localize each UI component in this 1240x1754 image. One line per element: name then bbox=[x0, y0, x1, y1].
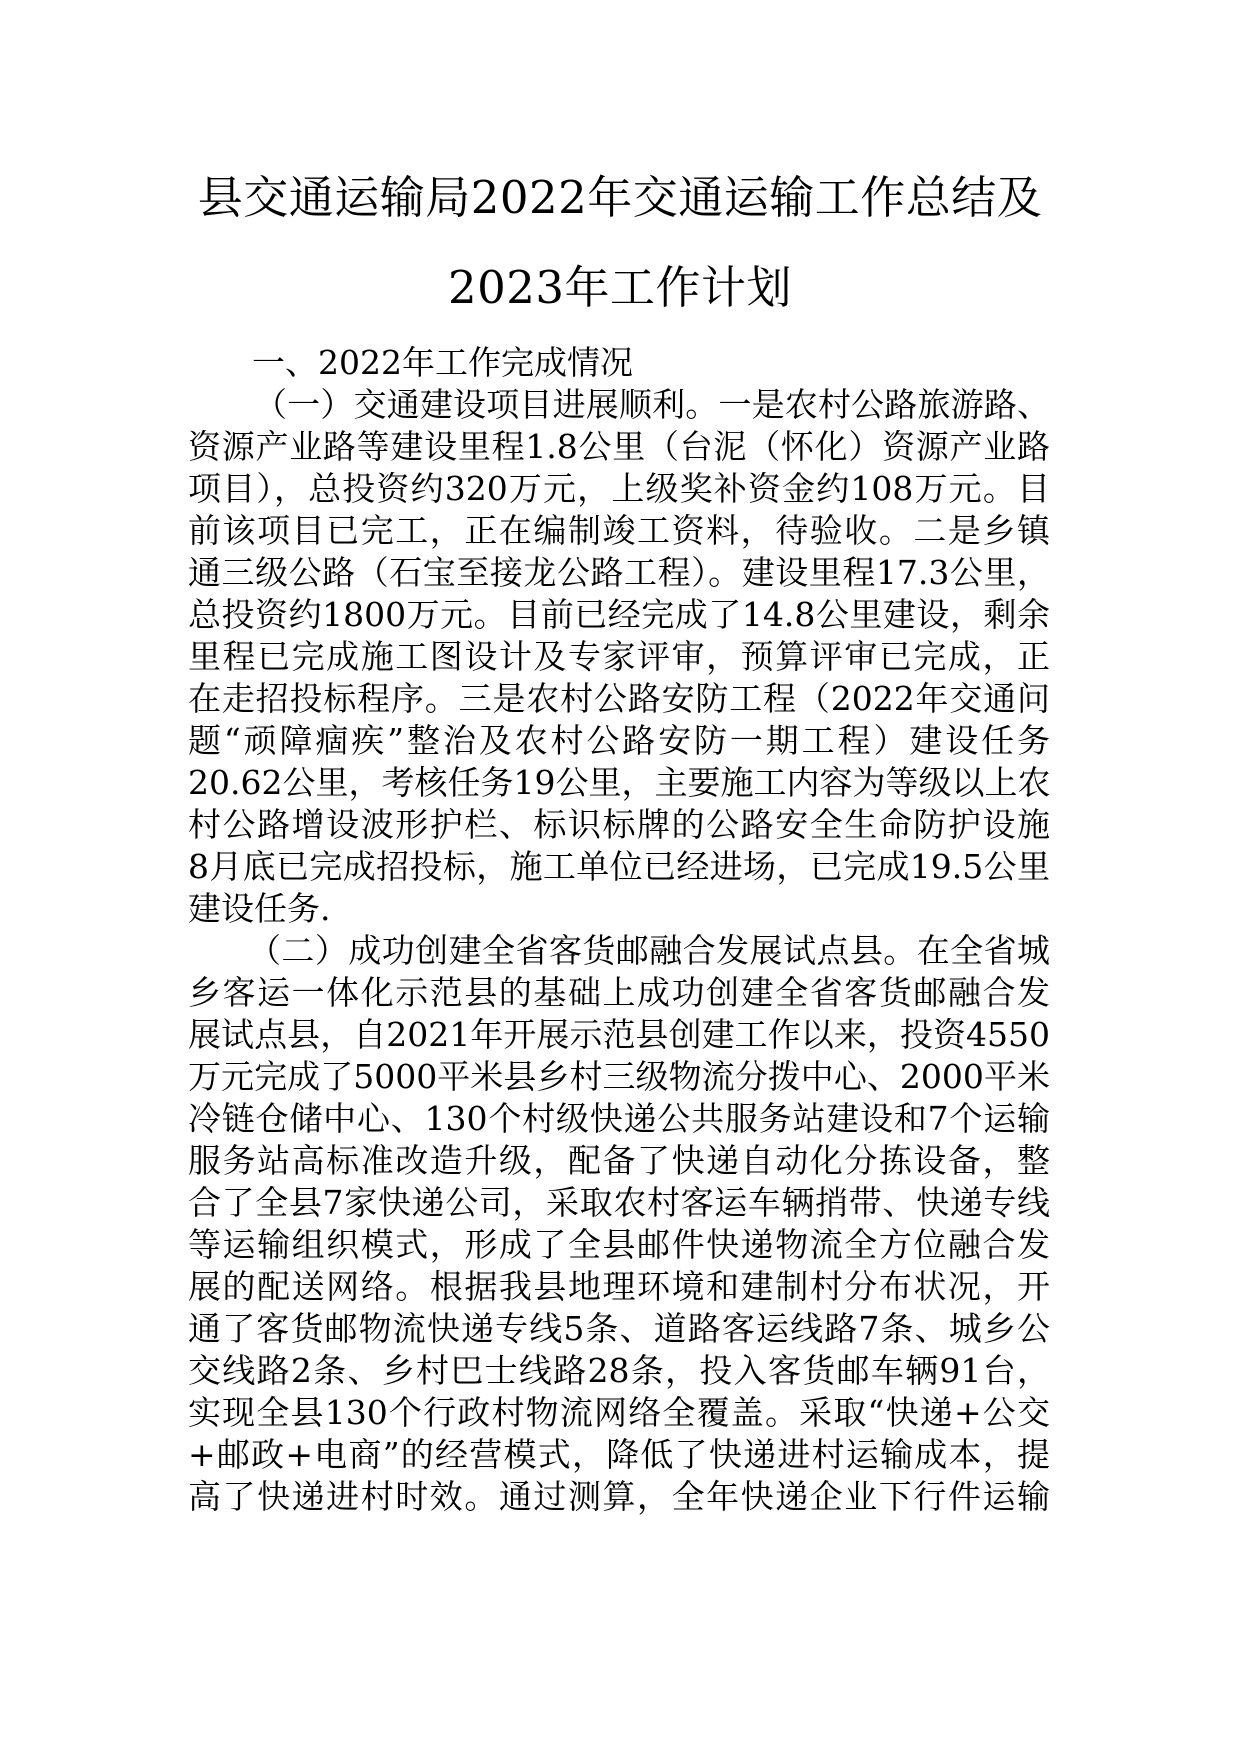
paragraph-2-line: 高了快递进村时效。通过测算，全年快递企业下行件运输 bbox=[188, 1477, 1050, 1516]
document-title-line-1: 县交通运输局2022年交通运输工作总结及 bbox=[197, 171, 1043, 224]
paragraph-1-line: 总投资约1800万元。目前已经完成了14.8公里建设，剩余 bbox=[188, 595, 1050, 634]
paragraph-1-line: 20.62公里，考核任务19公里，主要施工内容为等级以上农 bbox=[188, 763, 1051, 802]
paragraph-2-line: 乡客运一体化示范县的基础上成功创建全省客货邮融合发 bbox=[188, 973, 1050, 1012]
paragraph-1-line: （一）交通建设项目进展顺利。一是农村公路旅游路、 bbox=[254, 385, 1050, 424]
paragraph-1-line: 前该项目已完工，正在编制竣工资料，待验收。二是乡镇 bbox=[188, 511, 1050, 550]
paragraph-1-line: 里程已完成施工图设计及专家评审，预算评审已完成，正 bbox=[188, 637, 1050, 676]
paragraph-2-line: 万元完成了5000平米县乡村三级物流分拨中心、2000平米 bbox=[188, 1057, 1050, 1096]
paragraph-2-line: 合了全县7家快递公司，采取农村客运车辆捎带、快递专线 bbox=[188, 1183, 1050, 1222]
document-title-line-2: 2023年工作计划 bbox=[447, 261, 793, 314]
paragraph-2-line: 交线路2条、乡村巴士线路28条，投入客货邮车辆91台， bbox=[188, 1351, 1050, 1390]
paragraph-2-line: （二）成功创建全省客货邮融合发展试点县。在全省城 bbox=[248, 931, 1050, 970]
paragraph-2-line: 展试点县，自2021年开展示范县创建工作以来，投资4550 bbox=[188, 1015, 1050, 1054]
paragraph-2-line: 通了客货邮物流快递专线5条、道路客运线路7条、城乡公 bbox=[188, 1309, 1050, 1348]
paragraph-2-line: 服务站高标准改造升级，配备了快递自动化分拣设备，整 bbox=[188, 1141, 1050, 1180]
paragraph-1-line: 资源产业路等建设里程1.8公里（台泥（怀化）资源产业路 bbox=[188, 427, 1050, 466]
paragraph-1-line: 建设任务. bbox=[188, 889, 331, 928]
paragraph-2-line: 等运输组织模式，形成了全县邮件快递物流全方位融合发 bbox=[188, 1225, 1050, 1264]
paragraph-2-line: +邮政+电商”的经营模式，降低了快递进村运输成本，提 bbox=[188, 1435, 1050, 1474]
paragraph-1-line: 村公路增设波形护栏、标识标牌的公路安全生命防护设施 bbox=[188, 805, 1050, 844]
section-heading: 一、2022年工作完成情况 bbox=[252, 343, 633, 382]
paragraph-1-line: 项目），总投资约320万元，上级奖补资金约108万元。目 bbox=[188, 469, 1050, 508]
paragraph-2-line: 展的配送网络。根据我县地理环境和建制村分布状况，开 bbox=[188, 1267, 1050, 1306]
paragraph-1-line: 在走招投标程序。三是农村公路安防工程（2022年交通问 bbox=[188, 679, 1050, 718]
paragraph-2-line: 实现全县130个行政村物流网络全覆盖。采取“快递+公交 bbox=[188, 1393, 1050, 1432]
paragraph-2-line: 冷链仓储中心、130个村级快递公共服务站建设和7个运输 bbox=[188, 1099, 1050, 1138]
paragraph-1-line: 通三级公路（石宝至接龙公路工程）。建设里程17.3公里， bbox=[188, 553, 1050, 592]
paragraph-1-line: 题“顽障痼疾”整治及农村公路安防一期工程）建设任务 bbox=[188, 721, 1050, 760]
paragraph-1-line: 8月底已完成招投标，施工单位已经进场，已完成19.5公里 bbox=[188, 847, 1050, 886]
